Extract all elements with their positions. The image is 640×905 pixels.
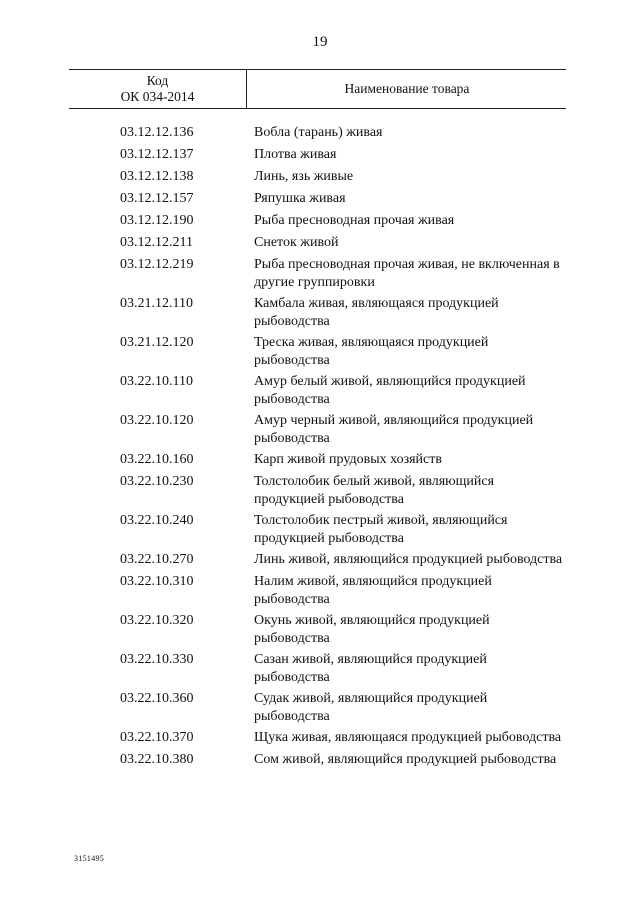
table-row	[0, 412, 640, 447]
product-name: Амур белый живой, являющийся продукцией рыбоводства	[254, 374, 526, 407]
product-code: 03.22.10.270	[120, 552, 194, 567]
product-code: 03.22.10.380	[120, 752, 194, 767]
product-name: Толстолобик пестрый живой, являющийся продукцией рыбоводства	[254, 513, 508, 546]
product-name: Рыба пресноводная прочая живая, не включенная в другие группировки	[254, 257, 560, 290]
header-name-column: Наименование товара	[344, 81, 470, 96]
table-row	[0, 334, 640, 369]
product-code: 03.12.12.219	[120, 257, 194, 272]
table-row	[0, 146, 640, 164]
product-code: 03.22.10.240	[120, 513, 194, 528]
document-stamp-number: 3151495	[74, 854, 105, 863]
product-code: 03.22.10.230	[120, 474, 194, 489]
table-row	[0, 473, 640, 508]
product-name: Рыба пресноводная прочая живая	[254, 213, 455, 228]
product-name: Камбала живая, являющаяся продукцией рыбоводства	[254, 296, 499, 329]
product-name: Окунь живой, являющийся продукцией рыбоводства	[254, 613, 490, 646]
table-row	[0, 373, 640, 408]
product-name: Линь, язь живые	[254, 169, 354, 184]
product-name: Судак живой, являющийся продукцией рыбоводства	[254, 691, 488, 724]
product-code: 03.12.12.211	[120, 235, 193, 250]
product-name: Толстолобик белый живой, являющийся продукцией рыбоводства	[254, 474, 495, 507]
table-row	[0, 451, 640, 469]
page-number: 19	[312, 34, 328, 50]
table-row	[0, 751, 640, 769]
product-name: Линь живой, являющийся продукцией рыбоводства	[254, 552, 563, 567]
product-code: 03.12.12.136	[120, 125, 194, 140]
table-row	[0, 256, 640, 291]
table-row	[0, 729, 640, 747]
table-row	[0, 212, 640, 230]
product-code: 03.22.10.160	[120, 452, 194, 467]
product-code: 03.12.12.157	[120, 191, 194, 206]
product-name: Щука живая, являющаяся продукцией рыбоводства	[254, 730, 562, 745]
header-classifier-label: ОК 034-2014	[120, 89, 195, 104]
table-row	[0, 124, 640, 142]
product-code: 03.22.10.120	[120, 413, 194, 428]
product-code: 03.22.10.110	[120, 374, 193, 389]
product-name: Сом живой, являющийся продукцией рыбоводства	[254, 752, 557, 767]
product-code: 03.22.10.330	[120, 652, 194, 667]
table-header	[69, 69, 566, 109]
table-row	[0, 651, 640, 686]
product-code: 03.21.12.120	[120, 335, 194, 350]
product-code: 03.21.12.110	[120, 296, 193, 311]
product-code: 03.12.12.190	[120, 213, 194, 228]
product-code: 03.22.10.370	[120, 730, 194, 745]
product-name: Сазан живой, являющийся продукцией рыбоводства	[254, 652, 487, 685]
header-code-column	[69, 70, 247, 108]
product-code: 03.22.10.360	[120, 691, 194, 706]
table-row	[0, 295, 640, 330]
product-name: Плотва живая	[254, 147, 337, 162]
table-row	[0, 690, 640, 725]
product-name: Снеток живой	[254, 235, 339, 250]
product-name: Амур черный живой, являющийся продукцией рыбоводства	[254, 413, 534, 446]
product-name: Ряпушка живая	[254, 191, 346, 206]
table-row	[0, 573, 640, 608]
product-name: Треска живая, являющаяся продукцией рыбоводства	[254, 335, 489, 368]
product-code: 03.22.10.310	[120, 574, 194, 589]
product-name: Вобла (тарань) живая	[254, 125, 383, 140]
product-name: Налим живой, являющийся продукцией рыбоводства	[254, 574, 492, 607]
table-row	[0, 234, 640, 252]
product-code: 03.12.12.137	[120, 147, 194, 162]
table-row	[0, 551, 640, 569]
table-row	[0, 512, 640, 547]
product-code: 03.22.10.320	[120, 613, 194, 628]
product-code: 03.12.12.138	[120, 169, 194, 184]
table-row	[0, 168, 640, 186]
table-body	[0, 124, 640, 773]
table-row	[0, 190, 640, 208]
table-row	[0, 612, 640, 647]
product-name: Карп живой прудовых хозяйств	[254, 452, 442, 467]
header-code-label: Код	[146, 73, 169, 88]
